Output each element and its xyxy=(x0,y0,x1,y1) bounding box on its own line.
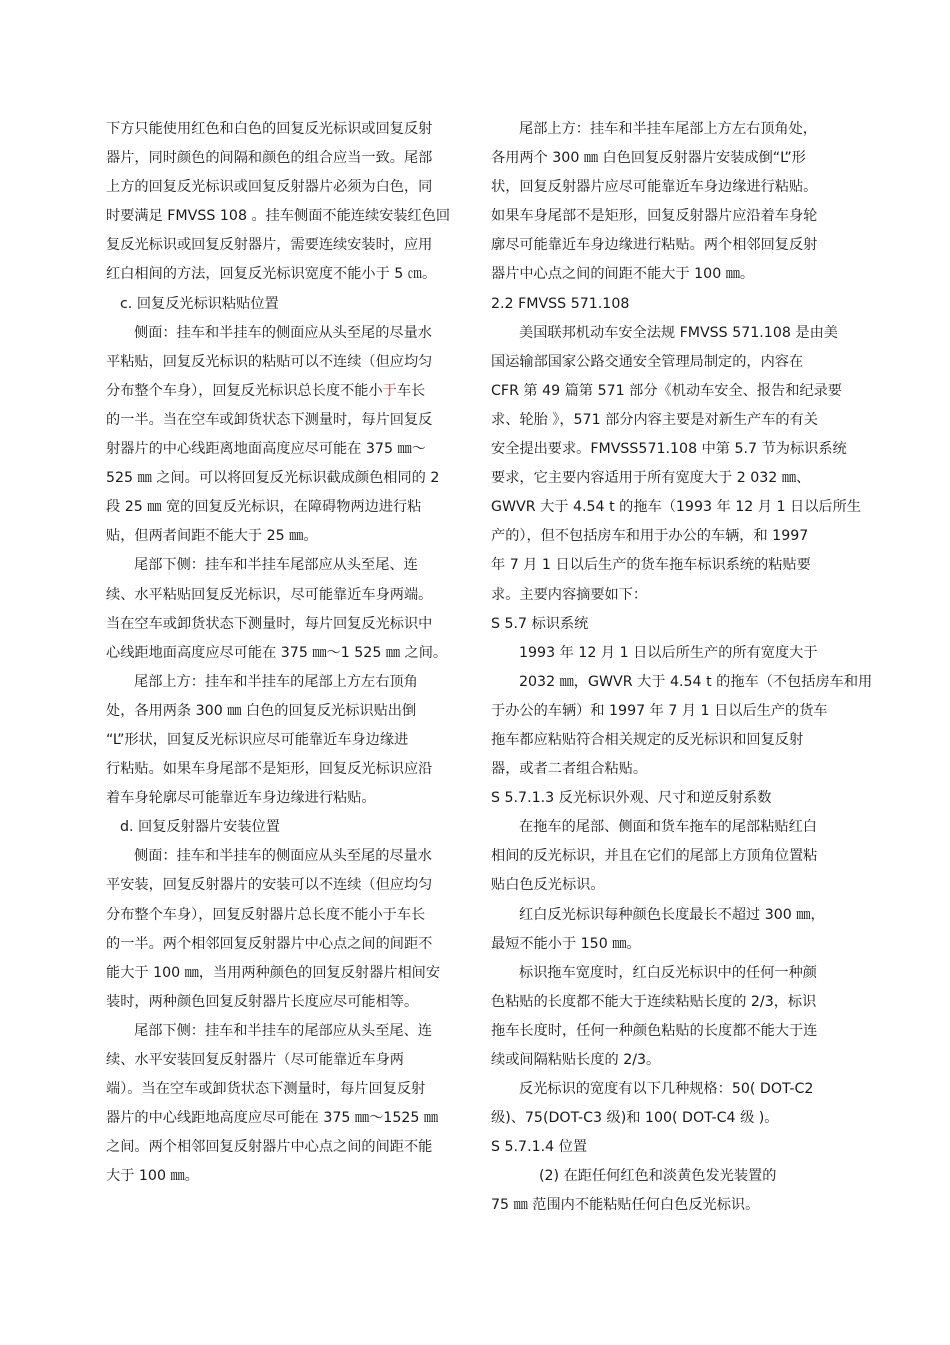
text-line: 器，或者二者组合粘贴。 xyxy=(491,761,648,778)
text-line: 器片的中心线距地高度应尽可能在 375 ㎜～1525 ㎜ xyxy=(106,1110,439,1127)
text-line: 当在空车或卸货状态下测量时，每片回复反光标识中 xyxy=(106,615,433,632)
text-line: 处，各用两条 300 ㎜ 白色的回复反光标识贴出倒 xyxy=(106,702,417,719)
text-line: 复反光标识或回复反射器片，需要连续安装时，应用 xyxy=(106,237,433,254)
text-line: 贴，但两者间距不能大于 25 ㎜。 xyxy=(106,528,318,545)
text-line: 装时，两种颜色回复反射器片长度应尽可能相等。 xyxy=(106,993,419,1010)
text-line: 器片中心点之间的间距不能大于 100 ㎜。 xyxy=(491,266,755,283)
text-line: S 5.7.1.4 位置 xyxy=(491,1139,588,1156)
text-line: 尾部上方：挂车和半挂车尾部上方左右顶角处， xyxy=(519,121,817,137)
text-line: 拖车都应粘贴符合相关规定的反光标识和回复反射 xyxy=(491,731,804,748)
text-line: 尾部上方：挂车和半挂车的尾部上方左右顶角 xyxy=(134,673,418,690)
text-line: 的一半。两个相邻回复反射器片中心点之间的间距不 xyxy=(106,935,433,952)
text-line: 心线距地面高度应尽可能在 375 ㎜～1 525 ㎜ 之间。 xyxy=(106,644,448,661)
text-line: 器片，同时颜色的间隔和颜色的组合应当一致。尾部 xyxy=(106,150,433,167)
text-line: 的一半。当在空车或卸货状态下测量时，每片回复反 xyxy=(106,411,433,428)
text-line: (2) 在距任何红色和淡黄色发光装置的 xyxy=(539,1168,777,1185)
text-line: 下方只能使用红色和白色的回复反光标识或回复反射 xyxy=(106,121,433,137)
text-line: 2.2 FMVSS 571.108 xyxy=(491,295,630,312)
text-line: CFR 第 49 篇第 571 部分《机动车安全、报告和纪录要 xyxy=(491,382,842,399)
right-column xyxy=(491,115,873,1221)
text-line: 段 25 ㎜ 宽的回复反光标识，在障碍物两边进行粘 xyxy=(106,499,422,516)
text-line: 尾部下侧：挂车和半挂车的尾部应从头至尾、连 xyxy=(134,1022,432,1039)
text-line: 标识拖车宽度时，红白反光标识中的任何一种颜 xyxy=(519,964,817,981)
text-line: 射器片的中心线距离地面高度应尽可能在 375 ㎜～ xyxy=(106,441,426,458)
text-line: 2032 ㎜，GWVR 大于 4.54 t 的拖车（不包括房车和用 xyxy=(519,673,873,690)
text-line: 时要满足 FMVSS 108 。挂车侧面不能连续安装红色回 xyxy=(106,208,451,225)
text-line: 红白相间的方法，回复反光标识宽度不能小于 5 ㎝。 xyxy=(106,266,437,283)
text-line: 红白反光标识每种颜色长度最长不超过 300 ㎜， xyxy=(519,906,825,923)
text-line: 美国联邦机动车安全法规 FMVSS 571.108 是由美 xyxy=(519,324,838,341)
text-line: 大于 100 ㎜。 xyxy=(106,1168,199,1185)
text-line: 反光标识的宽度有以下几种规格：50( DOT-C2 xyxy=(519,1081,814,1098)
text-line: 续或间隔粘贴长度的 2/3。 xyxy=(491,1052,661,1068)
text-line: 侧面：挂车和半挂车的侧面应从头至尾的尽量水 xyxy=(134,324,432,341)
text-line: 产的），但不包括房车和用于办公的车辆，和 1997 xyxy=(491,528,809,545)
text-line: 75 ㎜ 范围内不能粘贴任何白色反光标识。 xyxy=(491,1197,760,1214)
text-line: 侧面：挂车和半挂车的侧面应从头至尾的尽量水 xyxy=(134,848,432,865)
text-line: d. 回复反射器片安装位置 xyxy=(120,819,280,836)
text-line: 上方的回复反光标识或回复反射器片必须为白色，同 xyxy=(106,179,433,196)
text-line: S 5.7 标识系统 xyxy=(491,615,589,632)
text-line: 分布整个车身），回复反光标识总长度不能小于车长 xyxy=(106,382,426,399)
text-line: 最短不能小于 150 ㎜。 xyxy=(491,935,641,952)
text-line: S 5.7.1.3 反光标识外观、尺寸和逆反射系数 xyxy=(491,790,772,807)
text-line: 能大于 100 ㎜，当用两种颜色的回复反射器片相间安 xyxy=(106,964,441,981)
text-line: 要求，它主要内容适用于所有宽度大于 2 032 ㎜、 xyxy=(491,470,811,487)
highlighted-char: 于 xyxy=(382,382,397,399)
text-line: 如果车身尾部不是矩形，回复反射器片应沿着车身轮 xyxy=(491,208,818,225)
text-line: 相间的反光标识，并且在它们的尾部上方顶角位置粘 xyxy=(491,848,818,865)
text-line: 续、水平安装回复反射器片（尽可能靠近车身两 xyxy=(106,1052,404,1068)
text-line: 端）。当在空车或卸货状态下测量时，每片回复反射 xyxy=(106,1081,426,1098)
text-line: 状，回复反射器片应尽可能靠近车身边缘进行粘贴。 xyxy=(491,179,818,196)
text-line: 平安装，回复反射器片的安装可以不连续（但应均匀 xyxy=(106,877,433,894)
text-line: 安全提出要求。FMVSS571.108 中第 5.7 节为标识系统 xyxy=(491,441,847,458)
text-line: 分布整个车身），回复反射器片总长度不能小于车长 xyxy=(106,906,426,923)
text-line: 续、水平粘贴回复反光标识，尽可能靠近车身两端。 xyxy=(106,586,433,603)
text-line: 行粘贴。如果车身尾部不是矩形，回复反光标识应沿 xyxy=(106,761,433,778)
text-line: 525 ㎜ 之间。可以将回复反光标识截成颜色相同的 2 xyxy=(106,470,440,487)
text-line: 贴白色反光标识。 xyxy=(491,877,605,894)
text-line: 国运输部国家公路交通安全管理局制定的，内容在 xyxy=(491,353,804,370)
text-line: 求。主要内容摘要如下： xyxy=(491,586,648,603)
text-line: 级)、75(DOT-C3 级)和 100( DOT-C4 级 )。 xyxy=(491,1110,779,1127)
text-line: 廓尽可能靠近车身边缘进行粘贴。两个相邻回复反射 xyxy=(491,237,818,254)
text-line: 在拖车的尾部、侧面和货车拖车的尾部粘贴红白 xyxy=(519,819,817,836)
text-line: 年 7 月 1 日以后生产的货车拖车标识系统的粘贴要 xyxy=(491,557,811,574)
text-line: 1993 年 12 月 1 日以后所生产的所有宽度大于 xyxy=(519,644,818,661)
text-line: “L”形状，回复反光标识应尽可能靠近车身边缘进 xyxy=(106,731,409,748)
text-line: 平粘贴，回复反光标识的粘贴可以不连续（但应均匀 xyxy=(106,353,433,370)
text-line: 尾部下侧：挂车和半挂车尾部应从头至尾、连 xyxy=(134,557,418,574)
text-line: 求、轮胎 》，571 部分内容主要是对新生产车的有关 xyxy=(491,411,818,428)
text-line: 各用两个 300 ㎜ 白色回复反射器片安装成倒“L”形 xyxy=(491,150,806,167)
text-line: 之间。两个相邻回复反射器片中心点之间的间距不能 xyxy=(106,1139,433,1156)
text-line: 色粘贴的长度都不能大于连续粘贴长度的 2/3，标识 xyxy=(491,993,817,1010)
text-line: 拖车长度时，任何一种颜色粘贴的长度都不能大于连 xyxy=(491,1022,818,1039)
left-column xyxy=(106,115,460,1191)
text-line: c. 回复反光标识粘贴位置 xyxy=(120,295,279,312)
text-line: GWVR 大于 4.54 t 的拖车（1993 年 12 月 1 日以后所生 xyxy=(491,499,861,516)
text-line: 着车身轮廓尽可能靠近车身边缘进行粘贴。 xyxy=(106,790,376,807)
text-line: 于办公的车辆）和 1997 年 7 月 1 日以后生产的货车 xyxy=(491,702,828,719)
